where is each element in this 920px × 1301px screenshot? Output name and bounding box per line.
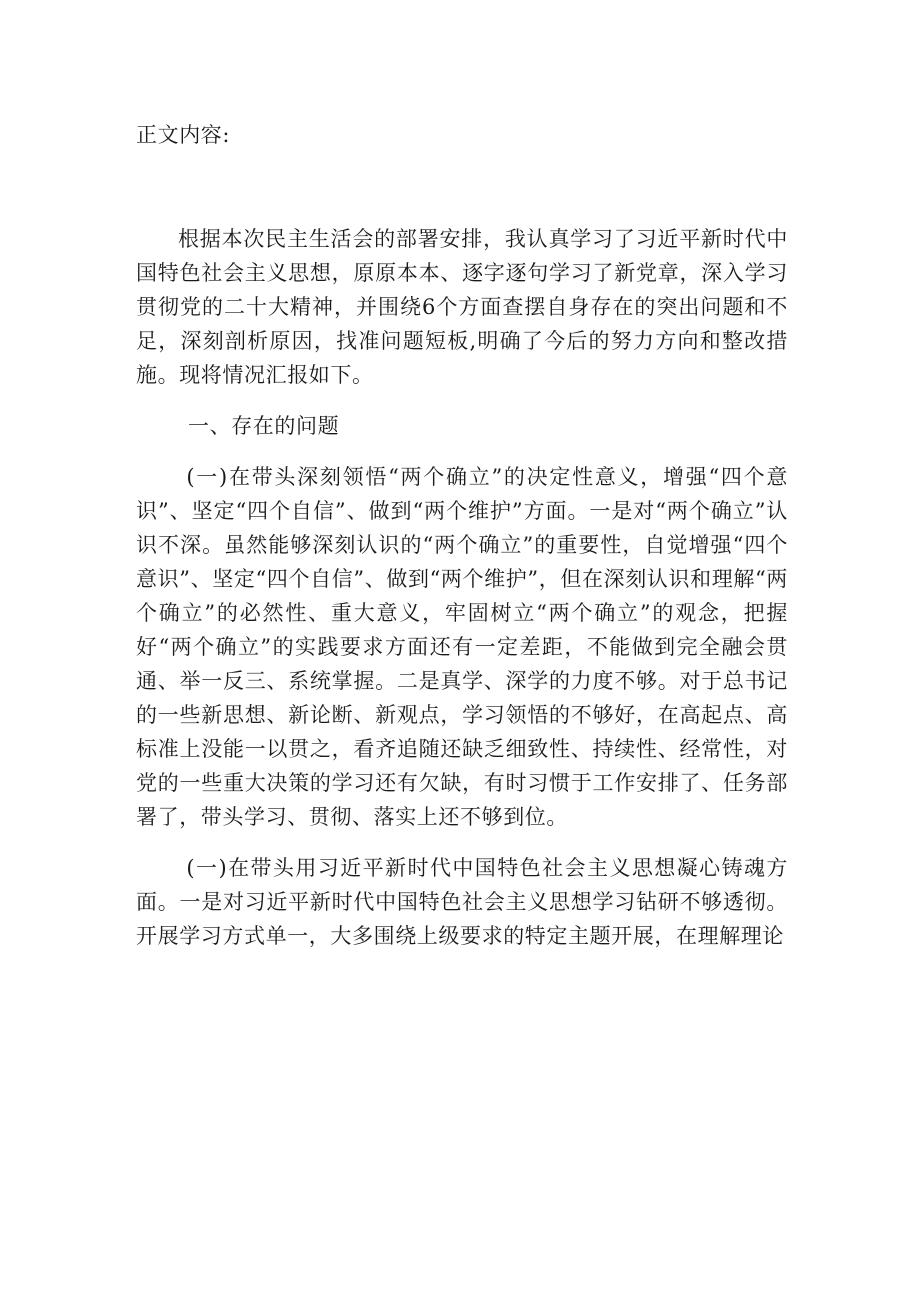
intro-paragraph: 根据本次民主生活会的部署安排，我认真学习了习近平新时代中国特色社会主义思想，原原本本、逐字逐句学习了新党章，深入学习贯彻党的二十大精神，并围绕6个方面查摆自身存在的突出问题和不足，深刻剖析原因，找准问题短板,明确了今后的努力方向和整改措施。现将情况汇报如下。 xyxy=(136,227,788,387)
problem-paragraph-1: (一)在带头深刻领悟“两个确立”的决定性意义，增强“四个意识”、坚定“四个自信”、做到“两个维护”方面。一是对“两个确立”认识不深。虽然能够深刻认识的“两个确立”的重要性，自觉增强“四个意识”、坚定“四个自信”、做到“两个维护”，但在深刻认识和理解“两个确立”的必然性、重大意义，牢固树立“两个确立”的观念，把握好“两个确立”的实践要求方面还有一定差距，不能做到完全融会贯通、举一反三、系统掌握。二是真学、深学的力度不够。对于总书记的一些新思想、新论断、新观点，学习领悟的不够好，在高起点、高标准上没能一以贯之，看齐追随还缺乏细致性、持续性、经常性，对党的一些重大决策的学习还有欠缺，有时习惯于工作安排了、任务部署了，带头学习、贯彻、落实上还不够到位。 xyxy=(136,465,788,829)
section-heading: 一、存在的问题 xyxy=(188,414,340,438)
problem-paragraph-2: (一)在带头用习近平新时代中国特色社会主义思想凝心铸魂方面。一是对习近平新时代中国特色社会主义思想学习钻研不够透彻。开展学习方式单一，大多围绕上级要求的特定主题开展，在理解理论 xyxy=(136,856,788,948)
document-body xyxy=(136,118,788,970)
content-label: 正文内容: xyxy=(136,123,231,147)
